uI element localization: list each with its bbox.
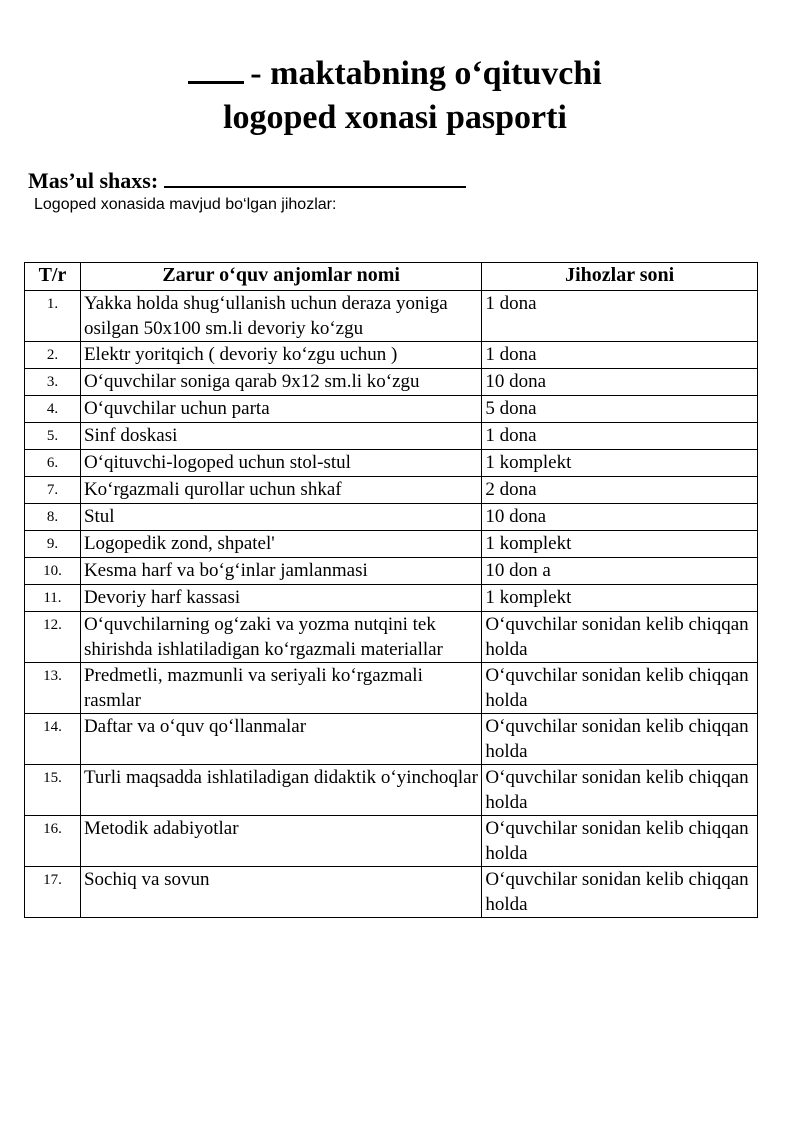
row-number: 5.: [25, 423, 81, 450]
table-row: [25, 423, 758, 450]
table-row: [25, 558, 758, 585]
table-row: [25, 765, 758, 816]
row-quantity: O‘quvchilar sonidan kelib chiqqan holda: [482, 612, 758, 663]
table-row: [25, 291, 758, 342]
row-item-name: Sochiq va sovun: [80, 867, 481, 918]
row-item-name: Daftar va o‘quv qo‘llanmalar: [80, 714, 481, 765]
header-quantity: Jihozlar soni: [482, 263, 758, 291]
table-row: [25, 585, 758, 612]
table-row: [25, 477, 758, 504]
row-item-name: Kesma harf va bo‘g‘inlar jamlanmasi: [80, 558, 481, 585]
table-row: [25, 396, 758, 423]
title-line-1-text: - maktabning o‘qituvchi: [250, 55, 602, 92]
row-number: 8.: [25, 504, 81, 531]
row-number: 11.: [25, 585, 81, 612]
intro-text: Logoped xonasida mavjud bo‘lgan jihozlar:: [34, 196, 337, 213]
title-line-2: logoped xonasi pasporti: [223, 99, 567, 136]
table-row: [25, 504, 758, 531]
row-quantity: 1 komplekt: [482, 450, 758, 477]
row-number: 12.: [25, 612, 81, 663]
row-quantity: 1 dona: [482, 423, 758, 450]
row-item-name: Ko‘rgazmali qurollar uchun shkaf: [80, 477, 481, 504]
title-line-1: [0, 52, 790, 96]
row-quantity: 1 dona: [482, 342, 758, 369]
responsible-label: Mas’ul shaxs:: [28, 168, 159, 193]
row-item-name: Sinf doskasi: [80, 423, 481, 450]
document-title: [0, 52, 790, 140]
row-number: 17.: [25, 867, 81, 918]
row-number: 4.: [25, 396, 81, 423]
row-number: 13.: [25, 663, 81, 714]
table-row: [25, 867, 758, 918]
row-quantity: 1 dona: [482, 291, 758, 342]
header-number: T/r: [25, 263, 81, 291]
row-quantity: 10 dona: [482, 369, 758, 396]
row-number: 7.: [25, 477, 81, 504]
row-number: 16.: [25, 816, 81, 867]
row-number: 1.: [25, 291, 81, 342]
row-item-name: Logopedik zond, shpatel': [80, 531, 481, 558]
header-item-name: Zarur o‘quv anjomlar nomi: [80, 263, 481, 291]
row-number: 2.: [25, 342, 81, 369]
row-number: 9.: [25, 531, 81, 558]
row-quantity: 1 komplekt: [482, 531, 758, 558]
table-row: [25, 816, 758, 867]
row-item-name: Predmetli, mazmunli va seriyali ko‘rgazmali rasmlar: [80, 663, 481, 714]
school-number-blank: [188, 53, 244, 84]
row-quantity: 10 don a: [482, 558, 758, 585]
table-row: [25, 612, 758, 663]
row-item-name: Yakka holda shug‘ullanish uchun deraza yoniga osilgan 50x100 sm.li devoriy ko‘zgu: [80, 291, 481, 342]
row-item-name: O‘quvchilarning og‘zaki va yozma nutqini tek shirishda ishlatiladigan ko‘rgazmali materiallar: [80, 612, 481, 663]
row-number: 14.: [25, 714, 81, 765]
table-row: [25, 531, 758, 558]
row-item-name: Stul: [80, 504, 481, 531]
row-item-name: Elektr yoritqich ( devoriy ko‘zgu uchun ): [80, 342, 481, 369]
equipment-table: [24, 262, 758, 918]
row-item-name: O‘qituvchi-logoped uchun stol-stul: [80, 450, 481, 477]
row-number: 3.: [25, 369, 81, 396]
table-row: [25, 369, 758, 396]
table-row: [25, 663, 758, 714]
row-number: 6.: [25, 450, 81, 477]
row-item-name: Devoriy harf kassasi: [80, 585, 481, 612]
row-quantity: O‘quvchilar sonidan kelib chiqqan holda: [482, 714, 758, 765]
row-quantity: O‘quvchilar sonidan kelib chiqqan holda: [482, 765, 758, 816]
row-quantity: O‘quvchilar sonidan kelib chiqqan holda: [482, 867, 758, 918]
row-quantity: 5 dona: [482, 396, 758, 423]
responsible-person: [28, 168, 466, 194]
row-item-name: Turli maqsadda ishlatiladigan didaktik o‘yinchoqlar: [80, 765, 481, 816]
row-quantity: O‘quvchilar sonidan kelib chiqqan holda: [482, 663, 758, 714]
row-quantity: 1 komplekt: [482, 585, 758, 612]
row-item-name: O‘quvchilar soniga qarab 9x12 sm.li ko‘zgu: [80, 369, 481, 396]
row-number: 10.: [25, 558, 81, 585]
row-quantity: 2 dona: [482, 477, 758, 504]
row-quantity: 10 dona: [482, 504, 758, 531]
table-header-row: [25, 263, 758, 291]
table-row: [25, 342, 758, 369]
row-item-name: Metodik adabiyotlar: [80, 816, 481, 867]
table-row: [25, 714, 758, 765]
row-number: 15.: [25, 765, 81, 816]
row-item-name: O‘quvchilar uchun parta: [80, 396, 481, 423]
row-quantity: O‘quvchilar sonidan kelib chiqqan holda: [482, 816, 758, 867]
responsible-blank-line: [164, 168, 466, 188]
table-row: [25, 450, 758, 477]
